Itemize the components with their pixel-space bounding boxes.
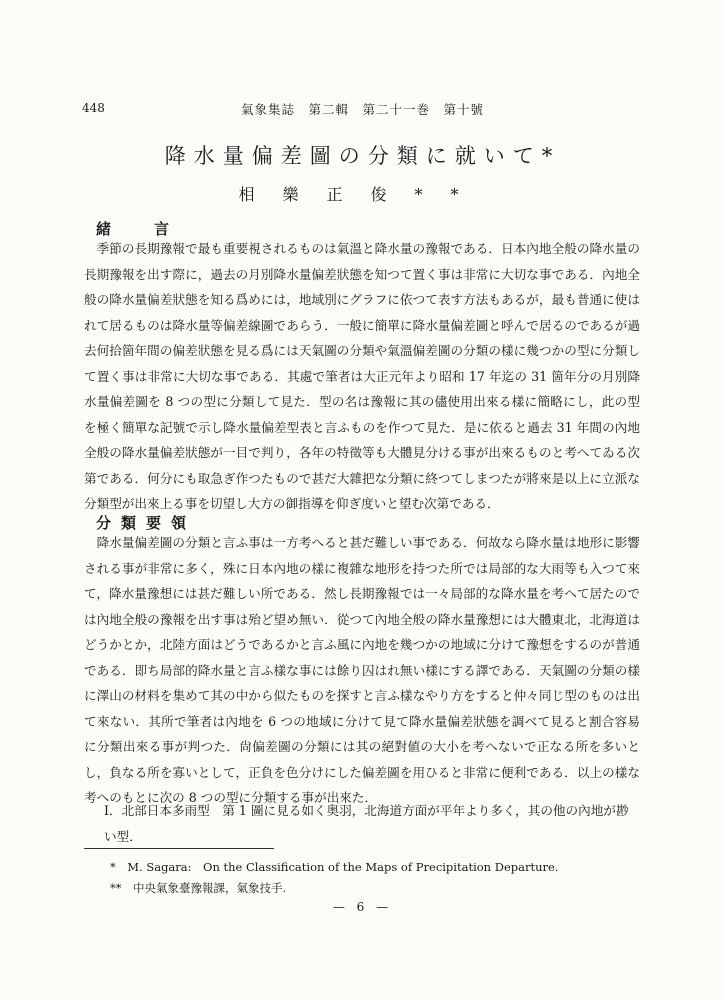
paper-title: 降水量偏差圖の分類に就いて* — [164, 144, 561, 168]
section-heading-introduction: 緒 言 — [96, 220, 184, 238]
list-item-type-1 — [104, 798, 640, 849]
footnote-rule — [84, 848, 274, 849]
footnote-1: * M. Sagara: On the Classification of the Maps of Precipitation Departure. — [110, 860, 559, 874]
footer-page-number: — 6 — — [332, 900, 393, 914]
running-head: 氣象集誌 第二輯 第二十一巻 第十號 — [240, 102, 484, 117]
list-item-text: 第 1 圖に見る如く奥羽，北海道方面が平年より多く，其の他の內地が尠い型． — [104, 803, 629, 844]
author-name: 相樂正俊** — [238, 185, 487, 204]
section-paragraph-introduction: 季節の長期豫報で最も重要視されるものは氣溫と降水量の豫報である．日本內地全般の降水量の長期豫報を出す際に，過去の月別降水量偏差狀態を知つて置く事は非常に大切な事である．內地全般の降水量偏差狀態を知る爲めには，地域別にグラフに依つて表す方法もあるが，最も普通に使はれて居るものは降水量等偏差線圖であらう．一般に簡單に降水量偏差圖と呼んで居るのであるが過去何拾箇年間の偏差狀態を見る爲には天氣圖の分類や氣溫偏差圖の分類の樣に幾つかの型に分類して置く事は非常に大切な事である．其處で筆者は大正元年より昭和 17 年迄の 31 箇年分の月別降水量偏差圖を 8 つの型に分類して見た．型の名は豫報に其の儘使用出來る樣に簡略にし，此の型を極く簡單な記號で示し降水量偏差型表と言ふものを作つて見た．是に依ると過去 31 年間の內地全般の降水量偏差狀態が一目で判り，各年の特徵等も大體見分ける事が出來るものと考へてゐる次第である．何分にも取急ぎ作つたもので甚だ大雜把な分類に終つてしまつたが將來是以上に立派な分類型が出來上る事を切望し大方の御指導を仰ぎ度いと望む次第である． — [84, 241, 641, 511]
page-number: 448 — [82, 101, 105, 115]
list-item-label: I．北部日本多雨型 — [104, 803, 210, 818]
section-heading-classification: 分類要領 — [96, 514, 197, 532]
section-paragraph-classification: 降水量偏差圖の分類と言ふ事は一方考へると甚だ難しい事である．何故なら降水量は地形に影響される事が非常に多く，殊に日本內地の樣に複雜な地形を持つた所では局部的な大雨等も入つて來て，降水量豫想には甚だ難しい所である．然し長期豫報では一々局部的な降水量を考へて居たのでは內地全般の豫報を出す事は殆ど望め無い．從つて內地全般の降水量豫想には大體東北，北海道はどうかとか，北陸方面はどうであるかと言ふ風に內地を幾つかの地域に分けて豫想をするのが普通である．即ち局部的降水量と言ふ樣な事には餘り囚はれ無い樣にする譯である．天氣圖の分類の樣に澤山の材料を集めて其の中から似たものを探すと言ふ樣なやり方をすると仲々同じ型のものは出て來ない．其所で筆者は內地を 6 つの地域に分けて見て降水量偏差狀態を調べて見ると割合容易に分類出來る事が判つた．尙偏差圖の分類には其の絕對値の大小を考へないで正なる所を多いとし，負なる所を寡いとして，正負を色分けにした偏差圖を用ひると非常に便利である．以上の樣な考へのもとに次の 8 つの型に分類する事が出來た． — [84, 535, 640, 805]
footnote-2: ** 中央氣象臺豫報課，氣象技手. — [110, 881, 287, 895]
